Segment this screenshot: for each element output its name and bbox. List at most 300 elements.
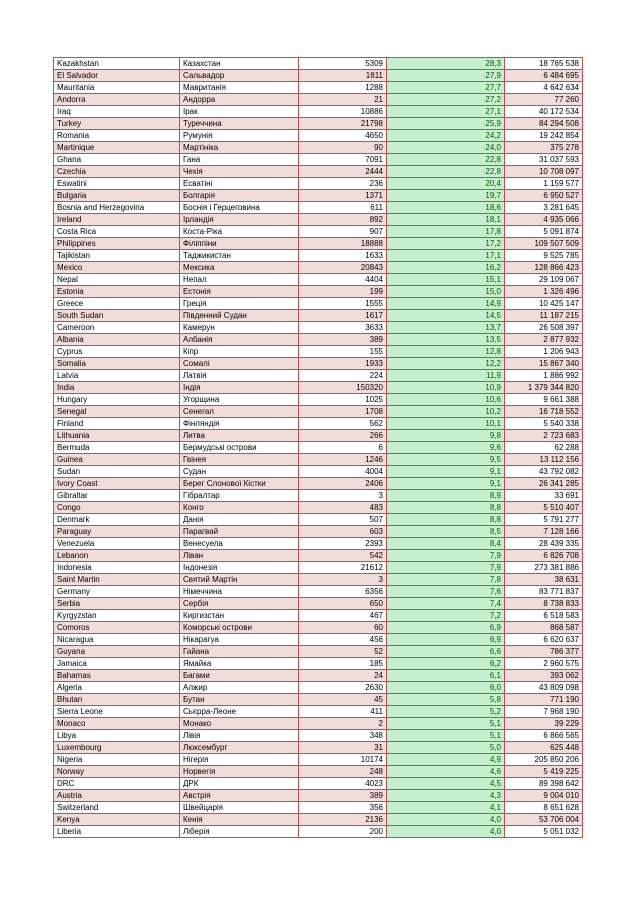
cell-value: 60 [299,622,387,634]
cell-country-en: Sierra Leone [54,706,180,718]
cell-total: 1 886 992 [505,370,583,382]
cell-value: 3 [299,490,387,502]
cell-country-uk: Ямайка [180,658,299,670]
cell-rate: 12,2 [387,358,505,370]
cell-total: 7 128 166 [505,526,583,538]
cell-rate: 11,9 [387,370,505,382]
country-table-body [54,58,583,838]
cell-value: 562 [299,418,387,430]
cell-country-en: Lebanon [54,550,180,562]
cell-country-uk: Сальвадор [180,70,299,82]
cell-country-uk: Венесуела [180,538,299,550]
cell-rate: 6,1 [387,670,505,682]
cell-total: 31 037 593 [505,154,583,166]
cell-rate: 9,8 [387,430,505,442]
cell-rate: 14,5 [387,310,505,322]
cell-value: 456 [299,634,387,646]
cell-country-uk: Сербія [180,598,299,610]
cell-country-uk: Гана [180,154,299,166]
cell-country-en: Finland [54,418,180,430]
cell-value: 7091 [299,154,387,166]
cell-total: 77 260 [505,94,583,106]
cell-total: 1 206 943 [505,346,583,358]
cell-value: 31 [299,742,387,754]
cell-country-en: Tajikistan [54,250,180,262]
cell-country-uk: Нікарагуа [180,634,299,646]
cell-rate: 4,6 [387,766,505,778]
table-row [54,574,583,586]
cell-country-uk: Мавританія [180,82,299,94]
cell-country-en: Nicaragua [54,634,180,646]
cell-country-en: Hungary [54,394,180,406]
cell-rate: 27,9 [387,70,505,82]
cell-country-en: El Salvador [54,70,180,82]
cell-rate: 6,0 [387,682,505,694]
table-row [54,826,583,838]
table-row [54,238,583,250]
cell-country-en: Costa Rica [54,226,180,238]
cell-value: 1633 [299,250,387,262]
cell-total: 9 661 388 [505,394,583,406]
cell-value: 1708 [299,406,387,418]
cell-country-en: Somalia [54,358,180,370]
table-row [54,730,583,742]
cell-total: 5 791 277 [505,514,583,526]
table-row [54,610,583,622]
cell-total: 6 950 527 [505,190,583,202]
table-row [54,166,583,178]
cell-value: 1371 [299,190,387,202]
cell-rate: 4,0 [387,826,505,838]
cell-country-en: Mauritania [54,82,180,94]
cell-total: 4 642 634 [505,82,583,94]
table-row [54,418,583,430]
cell-value: 199 [299,286,387,298]
cell-value: 21798 [299,118,387,130]
table-row [54,646,583,658]
cell-country-uk: Філіппіни [180,238,299,250]
cell-country-uk: Лівія [180,730,299,742]
cell-country-uk: Індонезія [180,562,299,574]
cell-value: 483 [299,502,387,514]
cell-total: 43 792 082 [505,466,583,478]
cell-rate: 10,9 [387,382,505,394]
cell-total: 868 587 [505,622,583,634]
cell-country-uk: Латвія [180,370,299,382]
table-row [54,298,583,310]
cell-rate: 9,1 [387,478,505,490]
cell-country-uk: Казахстан [180,58,299,70]
cell-country-uk: Судан [180,466,299,478]
cell-country-en: Ivory Coast [54,478,180,490]
table-row [54,346,583,358]
cell-country-uk: Індія [180,382,299,394]
cell-total: 5 510 407 [505,502,583,514]
cell-rate: 5,8 [387,694,505,706]
table-row [54,202,583,214]
cell-country-en: Nigeria [54,754,180,766]
cell-value: 236 [299,178,387,190]
cell-country-uk: Естонія [180,286,299,298]
cell-value: 1246 [299,454,387,466]
table-row [54,286,583,298]
cell-total: 84 294 508 [505,118,583,130]
cell-value: 892 [299,214,387,226]
cell-country-uk: Берег Слонової Кістки [180,478,299,490]
cell-value: 20843 [299,262,387,274]
table-row [54,814,583,826]
cell-rate: 5,0 [387,742,505,754]
cell-country-en: Czechia [54,166,180,178]
cell-total: 2 960 575 [505,658,583,670]
cell-rate: 27,2 [387,94,505,106]
cell-country-en: Cyprus [54,346,180,358]
cell-country-uk: Німеччина [180,586,299,598]
cell-country-uk: Греція [180,298,299,310]
cell-value: 200 [299,826,387,838]
cell-country-uk: Гібралтар [180,490,299,502]
table-row [54,394,583,406]
cell-country-en: Norway [54,766,180,778]
cell-rate: 24,0 [387,142,505,154]
cell-country-en: Algeria [54,682,180,694]
cell-country-uk: Чехія [180,166,299,178]
cell-value: 150320 [299,382,387,394]
cell-rate: 6,9 [387,634,505,646]
cell-country-en: Kyrgyzstan [54,610,180,622]
cell-total: 29 109 067 [505,274,583,286]
cell-country-uk: Румунія [180,130,299,142]
table-row [54,502,583,514]
cell-country-en: Albania [54,334,180,346]
cell-total: 4 935 066 [505,214,583,226]
table-row [54,670,583,682]
cell-total: 39 229 [505,718,583,730]
cell-country-en: Ghana [54,154,180,166]
cell-total: 393 062 [505,670,583,682]
cell-country-en: Switzerland [54,802,180,814]
cell-value: 21612 [299,562,387,574]
table-row [54,478,583,490]
cell-total: 9 004 010 [505,790,583,802]
cell-value: 2406 [299,478,387,490]
cell-country-uk: Алжир [180,682,299,694]
table-row [54,466,583,478]
cell-rate: 10,6 [387,394,505,406]
cell-rate: 7,9 [387,562,505,574]
cell-value: 1811 [299,70,387,82]
cell-country-en: India [54,382,180,394]
cell-value: 389 [299,334,387,346]
cell-country-uk: Люксембург [180,742,299,754]
cell-country-uk: ДРК [180,778,299,790]
cell-country-en: Eswatini [54,178,180,190]
cell-country-uk: Коморські острови [180,622,299,634]
cell-country-uk: Кенія [180,814,299,826]
cell-value: 224 [299,370,387,382]
cell-total: 16 718 552 [505,406,583,418]
cell-rate: 5,2 [387,706,505,718]
cell-total: 6 826 708 [505,550,583,562]
cell-country-en: Bahamas [54,670,180,682]
cell-country-en: Ireland [54,214,180,226]
cell-rate: 4,3 [387,790,505,802]
cell-value: 348 [299,730,387,742]
cell-country-uk: Сьєрра-Леоне [180,706,299,718]
cell-country-uk: Албанія [180,334,299,346]
cell-country-en: Greece [54,298,180,310]
cell-rate: 13,7 [387,322,505,334]
cell-country-uk: Данія [180,514,299,526]
table-row [54,322,583,334]
cell-country-en: South Sudan [54,310,180,322]
cell-rate: 19,7 [387,190,505,202]
table-row [54,382,583,394]
cell-country-uk: Нігерія [180,754,299,766]
cell-country-en: Liberia [54,826,180,838]
table-row [54,214,583,226]
cell-value: 4650 [299,130,387,142]
cell-country-uk: Мексика [180,262,299,274]
cell-rate: 4,0 [387,814,505,826]
cell-total: 62 288 [505,442,583,454]
cell-rate: 16,2 [387,262,505,274]
table-row [54,550,583,562]
cell-total: 9 525 785 [505,250,583,262]
cell-country-en: Turkey [54,118,180,130]
cell-value: 2444 [299,166,387,178]
table-row [54,766,583,778]
cell-value: 356 [299,802,387,814]
cell-rate: 17,1 [387,250,505,262]
cell-country-en: DRC [54,778,180,790]
cell-rate: 9,6 [387,442,505,454]
cell-rate: 27,1 [387,106,505,118]
cell-rate: 8,8 [387,502,505,514]
cell-country-uk: Кіпр [180,346,299,358]
cell-country-uk: Норвегія [180,766,299,778]
cell-total: 89 398 642 [505,778,583,790]
cell-rate: 10,1 [387,418,505,430]
cell-country-uk: Швейцарія [180,802,299,814]
cell-rate: 7,8 [387,574,505,586]
cell-rate: 20,4 [387,178,505,190]
cell-country-en: Iraq [54,106,180,118]
cell-total: 625 448 [505,742,583,754]
cell-country-en: Estonia [54,286,180,298]
cell-total: 5 419 225 [505,766,583,778]
cell-rate: 24,2 [387,130,505,142]
cell-country-en: Jamaica [54,658,180,670]
cell-value: 2630 [299,682,387,694]
cell-total: 53 706 004 [505,814,583,826]
cell-total: 1 159 577 [505,178,583,190]
cell-value: 603 [299,526,387,538]
cell-rate: 7,6 [387,586,505,598]
cell-total: 28 439 335 [505,538,583,550]
cell-country-en: Lithuania [54,430,180,442]
cell-country-en: Latvia [54,370,180,382]
cell-country-uk: Монако [180,718,299,730]
cell-total: 375 278 [505,142,583,154]
cell-country-en: Guinea [54,454,180,466]
cell-country-en: Gibraltar [54,490,180,502]
table-row [54,514,583,526]
table-row [54,250,583,262]
cell-total: 205 850 206 [505,754,583,766]
cell-rate: 8,8 [387,514,505,526]
cell-value: 907 [299,226,387,238]
cell-rate: 8,4 [387,538,505,550]
cell-total: 8 738 833 [505,598,583,610]
cell-value: 21 [299,94,387,106]
cell-value: 507 [299,514,387,526]
table-row [54,742,583,754]
table-row [54,754,583,766]
cell-value: 4023 [299,778,387,790]
table-row [54,790,583,802]
cell-country-en: Kazakhstan [54,58,180,70]
cell-rate: 15,1 [387,274,505,286]
table-row [54,586,583,598]
table-row [54,190,583,202]
cell-total: 13 112 156 [505,454,583,466]
cell-total: 6 484 695 [505,70,583,82]
cell-value: 248 [299,766,387,778]
cell-rate: 8,5 [387,526,505,538]
cell-country-en: Nepal [54,274,180,286]
cell-rate: 7,2 [387,610,505,622]
cell-rate: 9,5 [387,454,505,466]
table-row [54,358,583,370]
cell-country-uk: Конго [180,502,299,514]
cell-value: 1933 [299,358,387,370]
table-row [54,658,583,670]
cell-value: 18888 [299,238,387,250]
cell-country-uk: Камерун [180,322,299,334]
cell-value: 1555 [299,298,387,310]
cell-value: 3633 [299,322,387,334]
cell-country-uk: Коста-Ріка [180,226,299,238]
cell-value: 185 [299,658,387,670]
cell-total: 6 518 583 [505,610,583,622]
cell-rate: 15,0 [387,286,505,298]
cell-country-en: Bosnia and Herzegovina [54,202,180,214]
table-row [54,598,583,610]
cell-value: 650 [299,598,387,610]
cell-country-uk: Бутан [180,694,299,706]
cell-value: 266 [299,430,387,442]
cell-total: 40 172 534 [505,106,583,118]
cell-country-en: Bhutan [54,694,180,706]
cell-rate: 4,1 [387,802,505,814]
cell-rate: 6,2 [387,658,505,670]
cell-rate: 7,9 [387,550,505,562]
cell-country-uk: Багами [180,670,299,682]
table-row [54,142,583,154]
cell-value: 542 [299,550,387,562]
table-row [54,430,583,442]
cell-total: 5 051 032 [505,826,583,838]
cell-country-en: Saint Martin [54,574,180,586]
table-row [54,634,583,646]
cell-total: 38 631 [505,574,583,586]
table-row [54,58,583,70]
cell-country-uk: Парагвай [180,526,299,538]
cell-value: 1617 [299,310,387,322]
cell-country-uk: Туреччина [180,118,299,130]
cell-country-en: Bulgaria [54,190,180,202]
cell-value: 411 [299,706,387,718]
cell-country-en: Kenya [54,814,180,826]
cell-total: 83 771 837 [505,586,583,598]
cell-value: 6 [299,442,387,454]
table-row [54,154,583,166]
cell-country-uk: Угорщина [180,394,299,406]
table-row [54,370,583,382]
cell-country-uk: Святий Мартін [180,574,299,586]
cell-country-uk: Сомалі [180,358,299,370]
cell-rate: 17,2 [387,238,505,250]
cell-country-uk: Есватіні [180,178,299,190]
cell-country-en: Indonesia [54,562,180,574]
cell-country-en: Paraguay [54,526,180,538]
cell-value: 2393 [299,538,387,550]
cell-total: 33 691 [505,490,583,502]
cell-value: 90 [299,142,387,154]
cell-country-uk: Ліван [180,550,299,562]
cell-rate: 14,9 [387,298,505,310]
table-row [54,490,583,502]
table-row [54,526,583,538]
cell-country-en: Austria [54,790,180,802]
cell-value: 2 [299,718,387,730]
cell-rate: 9,1 [387,466,505,478]
cell-rate: 22,8 [387,154,505,166]
cell-rate: 12,8 [387,346,505,358]
cell-value: 2136 [299,814,387,826]
cell-total: 109 507 509 [505,238,583,250]
cell-total: 1 326 496 [505,286,583,298]
table-row [54,130,583,142]
table-row [54,178,583,190]
cell-total: 15 867 340 [505,358,583,370]
cell-total: 128 866 423 [505,262,583,274]
cell-country-en: Congo [54,502,180,514]
cell-country-en: Guyana [54,646,180,658]
cell-total: 26 341 285 [505,478,583,490]
cell-country-en: Venezuela [54,538,180,550]
cell-rate: 7,4 [387,598,505,610]
cell-country-en: Senegal [54,406,180,418]
cell-country-en: Luxembourg [54,742,180,754]
cell-country-uk: Ірландія [180,214,299,226]
cell-rate: 28,3 [387,58,505,70]
cell-total: 8 651 628 [505,802,583,814]
table-row [54,334,583,346]
cell-total: 10 425 147 [505,298,583,310]
cell-country-en: Mexico [54,262,180,274]
cell-total: 771 190 [505,694,583,706]
cell-value: 1288 [299,82,387,94]
cell-value: 10174 [299,754,387,766]
cell-value: 4404 [299,274,387,286]
table-row [54,70,583,82]
table-row [54,562,583,574]
cell-country-en: Romania [54,130,180,142]
cell-rate: 18,1 [387,214,505,226]
cell-total: 1 379 344 820 [505,382,583,394]
